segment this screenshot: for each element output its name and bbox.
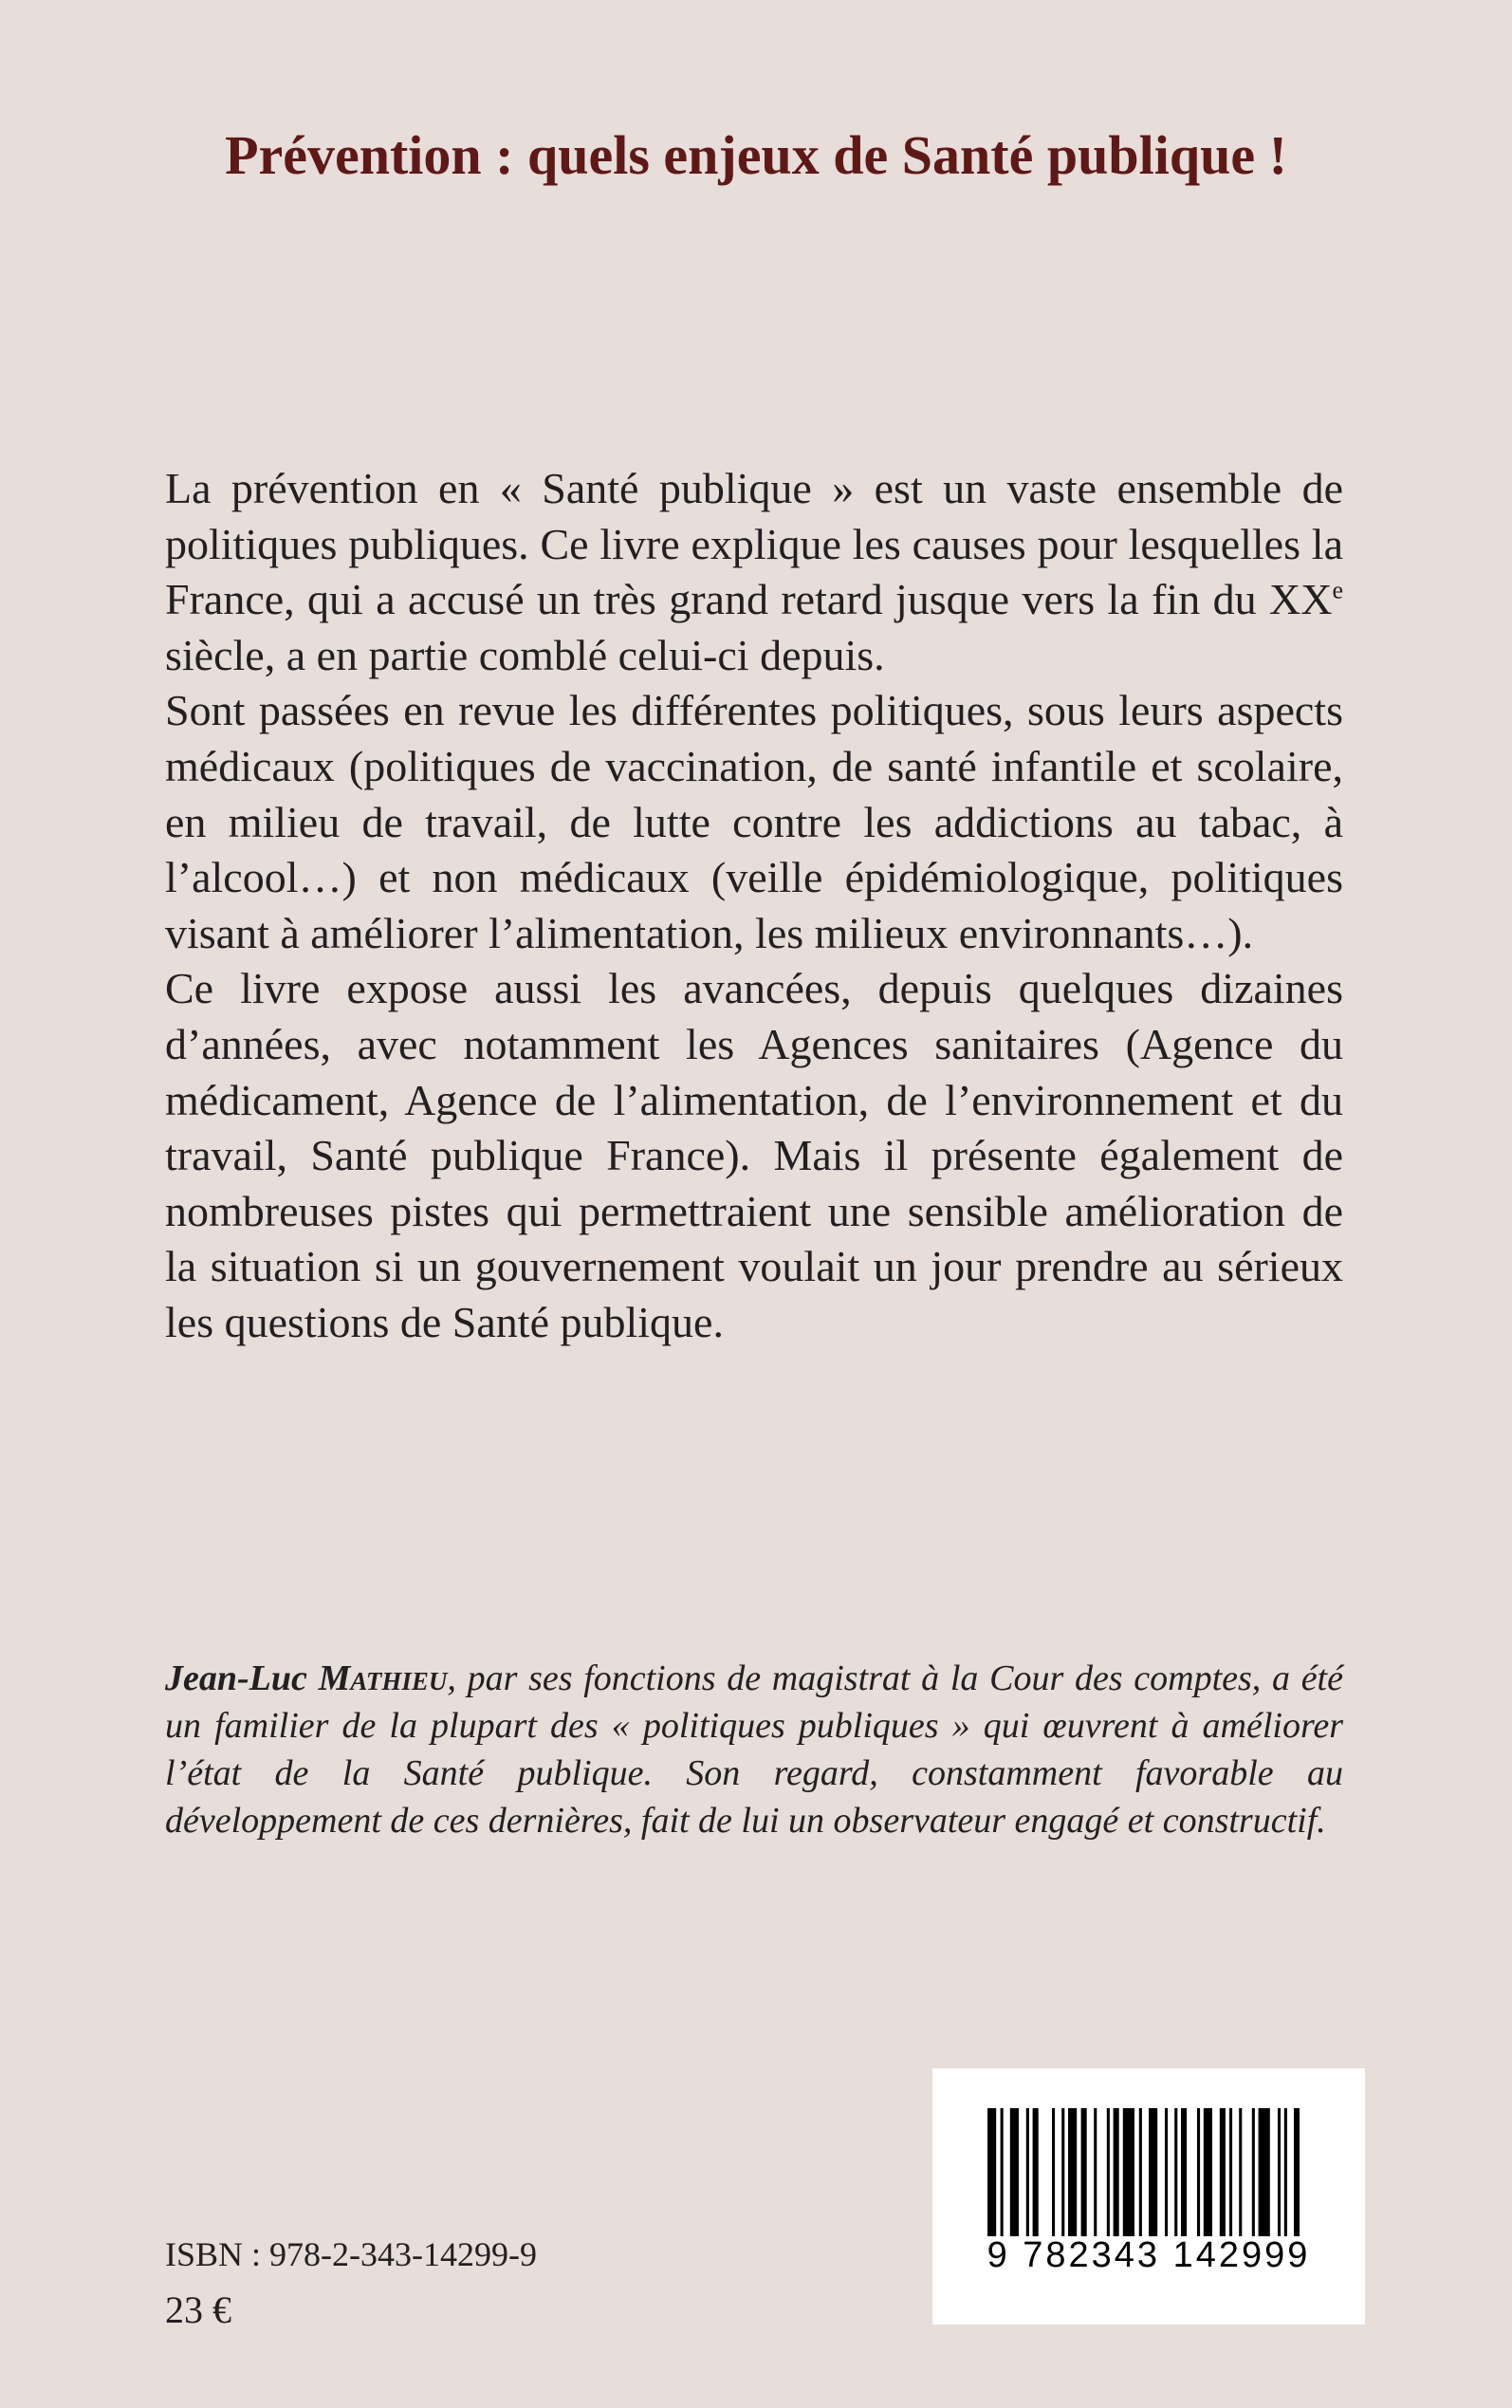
- barcode: [932, 2068, 1365, 2325]
- barcode-bar: [1123, 2108, 1134, 2236]
- barcode-bars: [987, 2108, 1310, 2236]
- author-bio-text: , par ses fonctions de magistrat à la Cour des comptes, a été un familier de la plupart des « politiques publiques » qui œuvrent à améliorer l’état de la Santé publique. Son regard, constamment favorable au développement de ces dernières, fait de lui un observateur engagé et constructif.: [165, 1658, 1343, 1841]
- barcode-bar: [1068, 2108, 1077, 2236]
- barcode-bar: [1284, 2108, 1287, 2236]
- barcode-bar: [1229, 2108, 1232, 2236]
- isbn: ISBN : 978-2-343-14299-9: [165, 2235, 537, 2273]
- barcode-bar: [1061, 2108, 1064, 2236]
- barcode-bar: [1033, 2108, 1039, 2236]
- barcode-bar: [1149, 2108, 1157, 2236]
- summary-paragraph-2: Sont passées en revue les différentes politiques, sous leurs aspects médicaux (politiques de vaccination, de santé infantile et scolaire, en milieu de travail, de lutte contre les addictions au tabac, à l’alcool…) et non médicaux (veille épidémiologique, politiques visant à améliorer l’alimentation, les milieux environnants…).: [165, 686, 1343, 957]
- barcode-bar: [1204, 2108, 1212, 2236]
- summary-paragraph-1: La prévention en « Santé publique » est un vaste ensemble de politiques publiques. Ce livre explique les causes pour lesquelles la France, qui a accusé un très grand retard jusque vers la fin du XXe siècle, a en partie comblé celui-ci depuis.: [165, 464, 1343, 679]
- century-superscript: e: [1332, 576, 1343, 604]
- barcode-bar: [1139, 2108, 1142, 2236]
- barcode-bar: [987, 2108, 996, 2236]
- barcode-bar: [1220, 2108, 1226, 2236]
- barcode-bar: [1197, 2108, 1200, 2236]
- barcode-bar: [1010, 2108, 1019, 2236]
- barcode-bar: [1114, 2108, 1119, 2236]
- book-title: Prévention : quels enjeux de Santé publique !: [225, 124, 1287, 186]
- barcode-bar: [1239, 2108, 1242, 2236]
- author-bio: [165, 1655, 1343, 1844]
- author-name: Jean-Luc Mathieu: [165, 1658, 448, 1698]
- barcode-bar: [1094, 2108, 1097, 2236]
- barcode-bar: [1026, 2108, 1029, 2236]
- back-cover-summary: [165, 461, 1343, 1351]
- barcode-bar: [1001, 2108, 1004, 2236]
- barcode-bar: [1294, 2108, 1300, 2236]
- barcode-bar: [1252, 2108, 1255, 2236]
- barcode-bar: [1174, 2108, 1177, 2236]
- barcode-bar: [1107, 2108, 1110, 2236]
- barcode-bar: [1278, 2108, 1281, 2236]
- barcode-bar: [1259, 2108, 1270, 2236]
- barcode-bar: [1052, 2108, 1055, 2236]
- barcode-bar: [1165, 2108, 1168, 2236]
- barcode-bar: [1081, 2108, 1087, 2236]
- barcode-digits: 9 782343 142999: [986, 2235, 1311, 2275]
- price: 23 €: [165, 2288, 231, 2331]
- barcode-bar: [1181, 2108, 1187, 2236]
- summary-paragraph-3: Ce livre expose aussi les avancées, depuis quelques dizaines d’années, avec notamment les Agences sanitaires (Agence du médicament, Agence de l’alimentation, de l’environnement et du travail, Santé publique France). Mais il présente également de nombreuses pistes qui permettraient une sensible amélioration de la situation si un gouvernement voulait un jour prendre au sérieux les questions de Santé publique.: [165, 964, 1343, 1346]
